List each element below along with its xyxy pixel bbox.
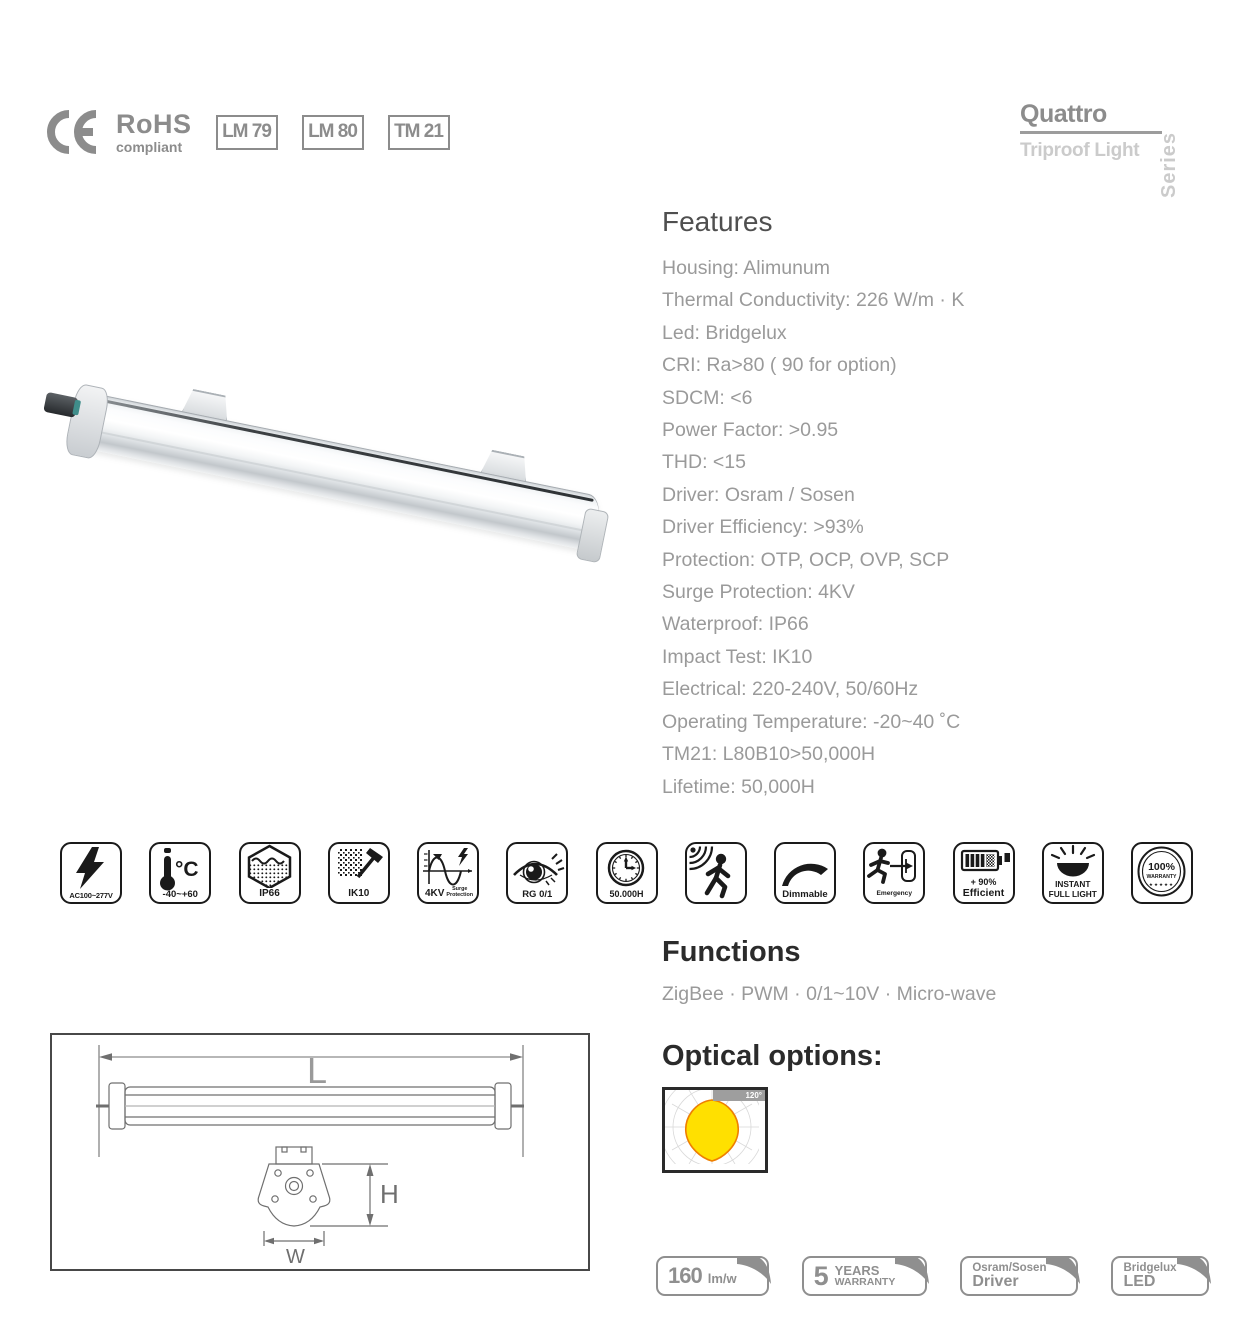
functions-section xyxy=(662,936,996,1006)
series-name: Quattro xyxy=(1020,100,1107,128)
dimmable-label: Dimmable xyxy=(782,888,828,900)
feature-item: THD: <15 xyxy=(662,451,746,474)
efficiency-icon xyxy=(953,842,1015,904)
tm21-badge: TM 21 xyxy=(388,115,450,150)
lifetime-icon xyxy=(596,842,658,904)
page-curl-icon xyxy=(1045,1256,1081,1286)
surge-word1: Surge xyxy=(452,886,468,893)
efficiency-word-label: Efficient xyxy=(962,886,1005,899)
rohs-title: RoHS xyxy=(116,108,192,139)
brand-block xyxy=(1020,102,1164,160)
warranty-percent: 100% xyxy=(1148,861,1175,873)
warranty-word: WARRANTY xyxy=(1146,874,1177,880)
beam-distribution-diagram xyxy=(662,1087,768,1173)
instant-full-light-icon xyxy=(1042,842,1104,904)
lumen-badge xyxy=(656,1256,769,1296)
cable-gland xyxy=(43,392,78,418)
height-dim-label: H xyxy=(380,1179,399,1209)
tube-lens-line xyxy=(86,428,591,533)
feature-item: Protection: OTP, OCP, OVP, SCP xyxy=(662,548,950,571)
warranty-years-word: YEARS xyxy=(834,1262,880,1278)
feature-item: CRI: Ra>80 ( 90 for option) xyxy=(662,354,897,377)
emergency-label: Emergency xyxy=(876,890,913,898)
bottom-badge-row xyxy=(656,1256,1209,1296)
temperature-range-label: -40~+60 xyxy=(162,888,198,900)
instant-label-bottom: FULL LIGHT xyxy=(1048,888,1097,899)
warranty-years: 5 xyxy=(813,1260,829,1291)
functions-title: Functions xyxy=(662,936,801,968)
driver-brands: Osram/Sosen xyxy=(972,1261,1047,1274)
driver-word: Driver xyxy=(972,1272,1019,1290)
page-curl-icon xyxy=(894,1256,930,1286)
optical-options-section xyxy=(662,1040,883,1173)
feature-item: Surge Protection: 4KV xyxy=(662,581,855,604)
led-brand: Bridgelux xyxy=(1123,1261,1177,1274)
ik10-label: IK10 xyxy=(348,888,370,899)
dimmable-icon xyxy=(774,842,836,904)
lifetime-label: 50.000H xyxy=(609,889,644,899)
surge-kv: 4KV xyxy=(424,887,445,899)
page-curl-icon xyxy=(1176,1256,1212,1286)
product-image xyxy=(58,352,643,562)
lm80-badge: LM 80 xyxy=(302,115,364,150)
page-curl-icon xyxy=(736,1256,772,1286)
width-dim-label: W xyxy=(286,1246,305,1268)
dimension-svg xyxy=(52,1035,588,1269)
temp-unit: °C xyxy=(175,858,199,881)
feature-icon-row xyxy=(60,842,1193,904)
input-voltage-icon xyxy=(60,842,122,904)
feature-item: Housing: Alimunum xyxy=(662,257,830,279)
features-section xyxy=(662,206,1102,803)
brand-rule xyxy=(1020,131,1162,134)
operating-temperature-icon xyxy=(149,842,211,904)
feature-item: Electrical: 220-240V, 50/60Hz xyxy=(662,678,919,701)
functions-text: ZigBee · PWM · 0/1~10V · Micro-wave xyxy=(662,983,997,1005)
feature-item: Lifetime: 50,000H xyxy=(662,775,815,798)
series-vertical-label: Series xyxy=(1158,131,1180,198)
tube-seam xyxy=(100,399,594,502)
lumen-unit: lm/w xyxy=(707,1270,737,1286)
led-word: LED xyxy=(1123,1272,1156,1290)
tube-fixture xyxy=(62,392,602,624)
ce-mark-icon xyxy=(46,108,100,156)
instant-label-top: INSTANT xyxy=(1055,878,1091,889)
surge-protection-icon xyxy=(417,842,479,904)
length-dim-label: L xyxy=(307,1050,328,1091)
efficiency-percent-label: + 90% xyxy=(970,877,997,887)
beam-curve xyxy=(686,1100,738,1161)
lm79-badge: LM 79 xyxy=(216,115,278,150)
feature-item: SDCM: <6 xyxy=(662,386,753,409)
driver-badge xyxy=(960,1256,1078,1296)
led-badge xyxy=(1111,1256,1208,1296)
ip66-icon xyxy=(239,842,301,904)
input-voltage-label: AC100~277V xyxy=(69,890,113,900)
rohs-subtitle: compliant xyxy=(116,138,183,155)
features-list xyxy=(662,252,1102,803)
surge-word2: Protection xyxy=(446,892,474,899)
product-type: Triproof Light xyxy=(1020,140,1140,161)
feature-item: Power Factor: >0.95 xyxy=(662,419,839,442)
ip66-label: IP66 xyxy=(256,888,283,899)
feature-item: TM21: L80B10>50,000H xyxy=(662,743,876,766)
feature-item: Driver: Osram / Sosen xyxy=(662,483,855,506)
surge-label xyxy=(421,887,477,899)
feature-item: Impact Test: IK10 xyxy=(662,645,813,668)
motion-sensor-icon xyxy=(685,842,747,904)
rohs-mark xyxy=(116,108,192,155)
warranty-badge xyxy=(802,1256,928,1296)
emergency-icon xyxy=(863,842,925,904)
polar-diagram xyxy=(665,1090,759,1164)
warranty-icon xyxy=(1131,842,1193,904)
features-title: Features xyxy=(662,206,773,237)
feature-item: Driver Efficiency: >93% xyxy=(662,516,864,539)
lumen-value: 160 xyxy=(668,1263,702,1288)
feature-item: Waterproof: IP66 xyxy=(662,613,809,636)
warranty-word: WARRANTY xyxy=(834,1276,896,1289)
warranty-stars: ★★★★★ xyxy=(1148,882,1175,887)
ik10-icon xyxy=(328,842,390,904)
photobiological-safety-icon xyxy=(506,842,568,904)
feature-item: Operating Temperature: -20~40 ˚C xyxy=(662,710,961,733)
optical-options-title: Optical options: xyxy=(662,1040,883,1072)
feature-item: Thermal Conductivity: 226 W/m · K xyxy=(662,289,965,312)
beam-angle-badge: 120° xyxy=(713,1090,765,1101)
certification-row xyxy=(46,104,450,160)
feature-item: Led: Bridgelux xyxy=(662,321,787,344)
dimension-drawing xyxy=(50,1033,590,1271)
rg-label: RG 0/1 xyxy=(522,888,553,900)
